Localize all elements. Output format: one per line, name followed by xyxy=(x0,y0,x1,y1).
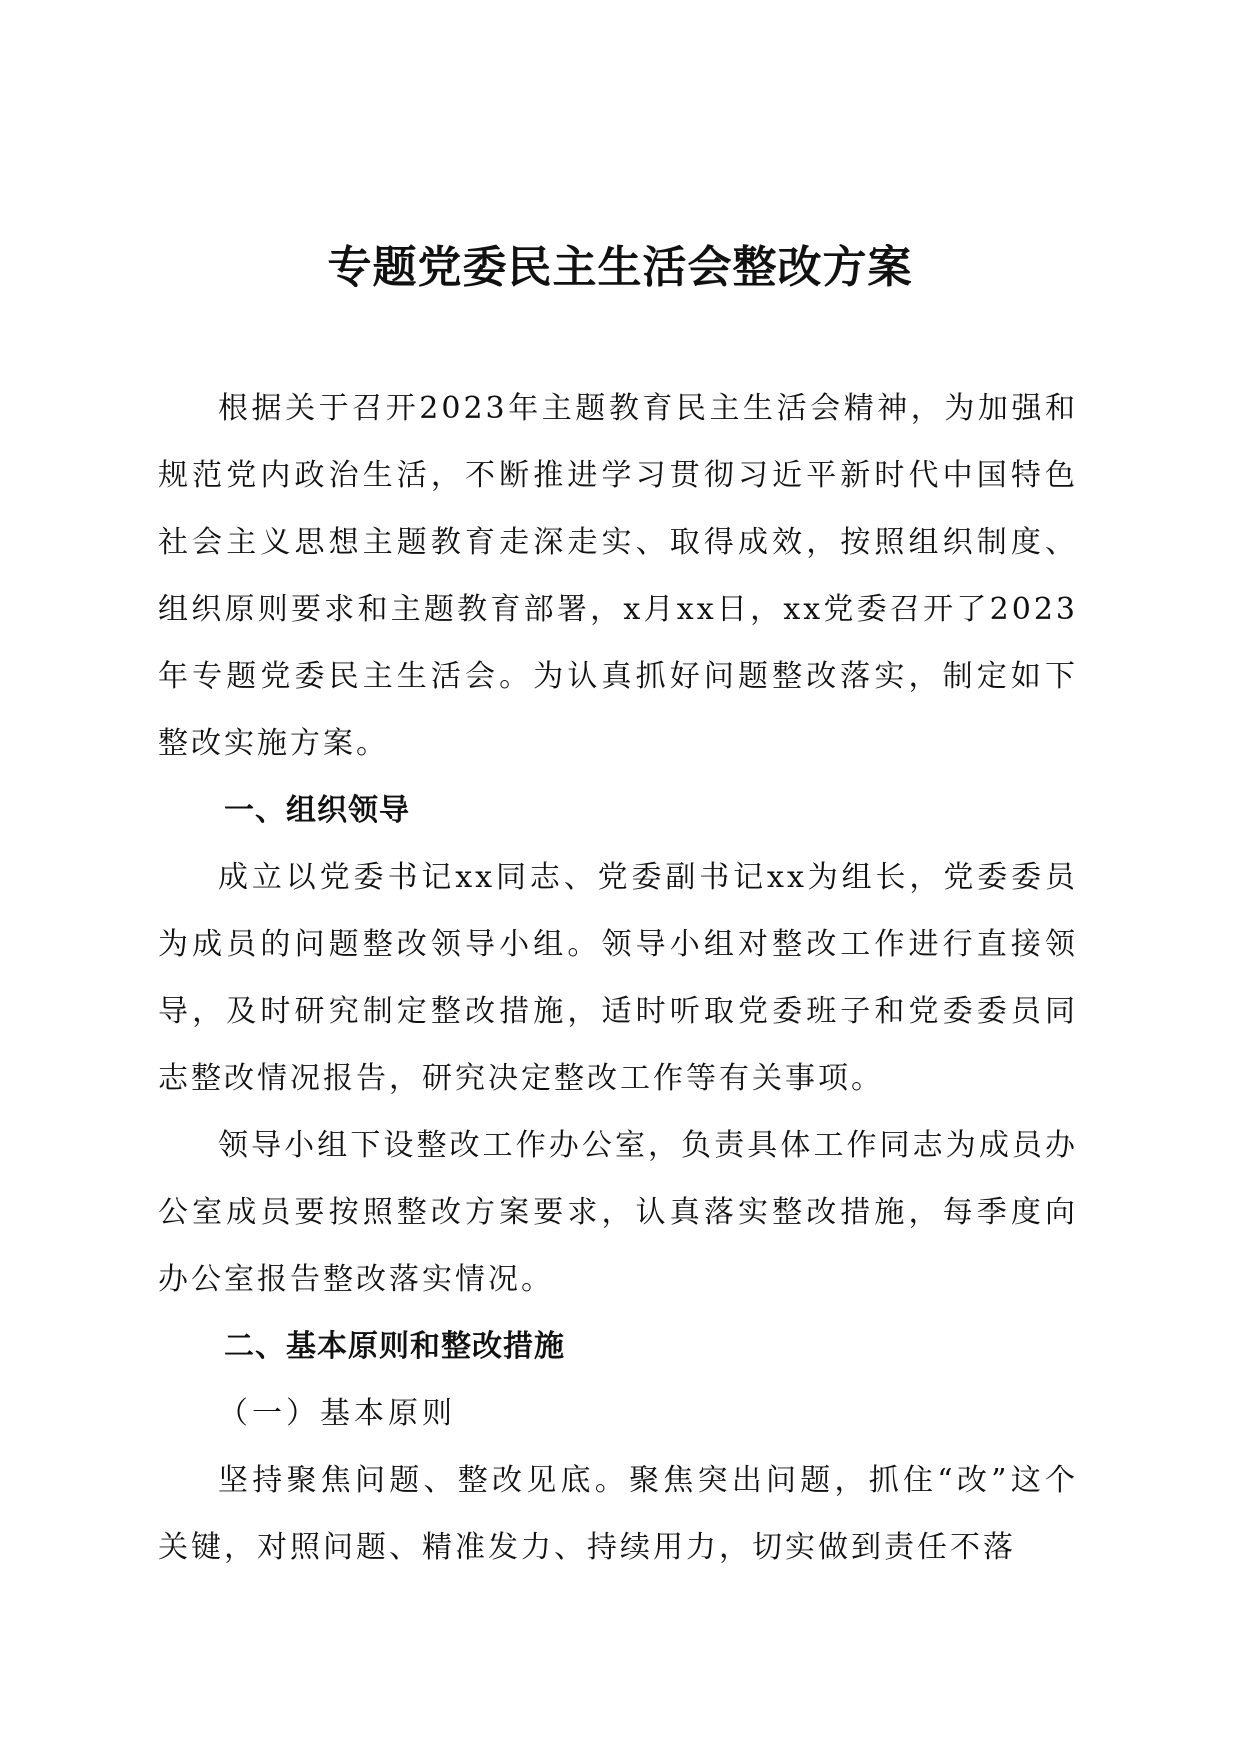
intro-paragraph: 根据关于召开2023年主题教育民主生活会精神，为加强和规范党内政治生活，不断推进学习贯彻习近平新时代中国特色社会主义思想主题教育走深走实、取得成效，按照组织制度、组织原则要求和主题教育部署，x月xx日，xx党委召开了2023年专题党委民主生活会。为认真抓好问题整改落实，制定如下整改实施方案。 xyxy=(158,391,1078,761)
section-paragraph: 坚持聚焦问题、整改见底。聚焦突出问题，抓住“改”这个关键，对照问题、精准发力、持续用力，切实做到责任不落 xyxy=(158,1463,1078,1565)
section-heading-principles-measures: 二、基本原则和整改措施 xyxy=(224,1329,565,1364)
section-paragraph: 成立以党委书记xx同志、党委副书记xx为组长，党委委员为成员的问题整改领导小组。领导小组对整改工作进行直接领导，及时研究制定整改措施，适时听取党委班子和党委委员同志整改情况报告，研究决定整改工作等有关事项。 xyxy=(158,860,1078,1096)
document-body xyxy=(158,375,1078,1581)
section-paragraph: 领导小组下设整改工作办公室，负责具体工作同志为成员办公室成员要按照整改方案要求，认真落实整改措施，每季度向办公室报告整改落实情况。 xyxy=(158,1128,1078,1297)
document-title: 专题党委民主生活会整改方案 xyxy=(327,242,913,293)
section-heading-organization: 一、组织领导 xyxy=(224,793,410,828)
subsection-heading-basic-principles: （一）基本原则 xyxy=(218,1396,456,1431)
